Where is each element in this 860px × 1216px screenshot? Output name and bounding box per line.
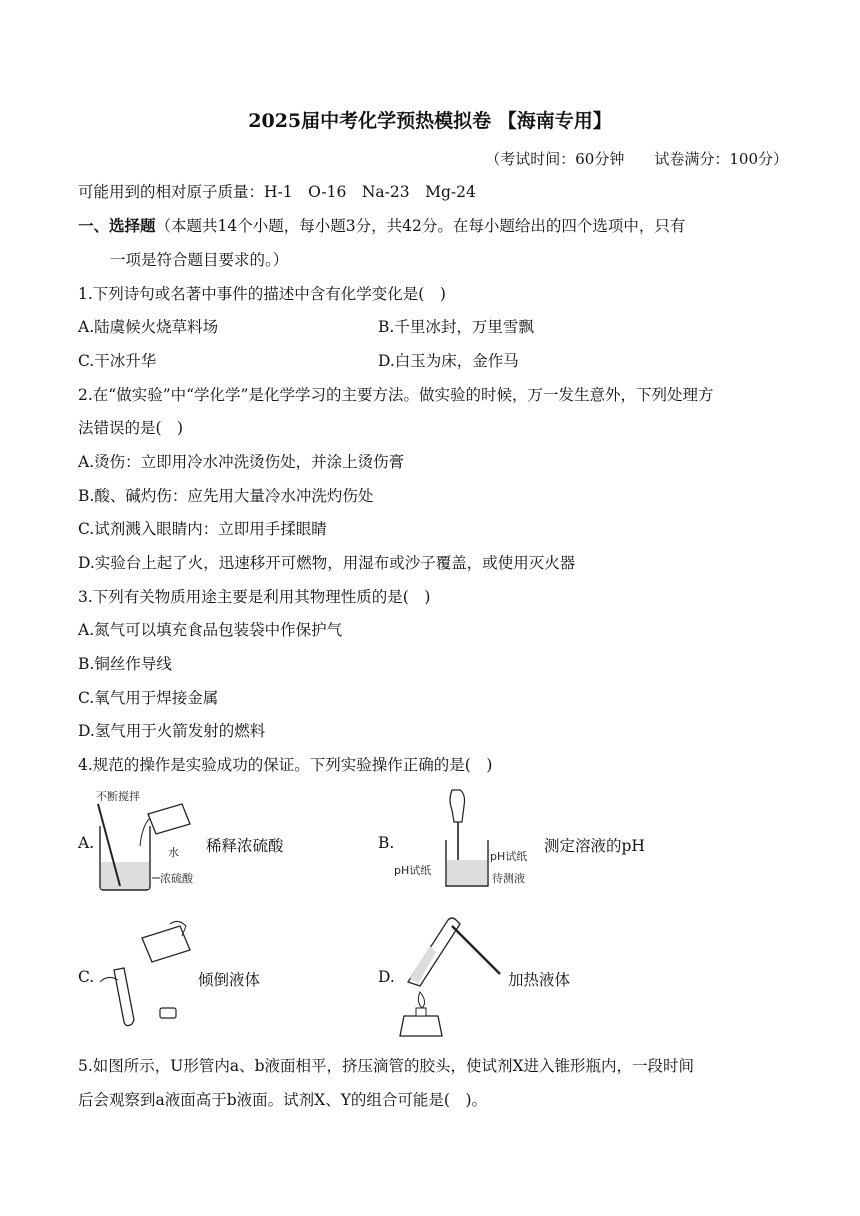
acid-label: 浓硫酸 [160, 872, 193, 885]
lamp-wick [416, 1008, 426, 1016]
flame [418, 992, 424, 1008]
q3-option-a: A.氮气可以填充食品包装袋中作保护气 [78, 621, 343, 639]
q3-option-d: D.氢气用于火箭发射的燃料 [78, 722, 266, 740]
pouring-bottle [142, 926, 190, 962]
atomic-masses: 可能用到的相对原子质量：H-1 O-16 Na-23 Mg-24 [78, 183, 476, 201]
test-tube [114, 968, 134, 1026]
ph-test-figure [392, 786, 542, 896]
ph-paper-right-label: pH试纸 [490, 850, 528, 863]
q1-stem: 1.下列诗句或名著中事件的描述中含有化学变化是( ) [78, 285, 446, 303]
pour-stream [140, 818, 150, 846]
dilution-figure [90, 786, 210, 896]
reagent-bottle [148, 804, 190, 834]
q2-stem: 2.在“做实验”中“学化学”是化学学习的主要方法。做实验的时候，万一发生意外，下列处理方 [78, 386, 714, 404]
section-heading: 一、选择题 [78, 216, 156, 235]
q4-option-c-letter: C. [78, 968, 95, 986]
q2-stem-cont: 法错误的是( ) [78, 419, 184, 437]
water-label: 水 [168, 846, 179, 859]
q2-option-a: A.烫伤：立即用冷水冲洗烫伤处，并涂上烫伤膏 [78, 453, 405, 471]
q4-option-b-label: 测定溶液的pH [544, 837, 645, 855]
test-liquid [447, 860, 487, 885]
q5-stem-cont: 后会观察到a液面高于b液面。试剂X、Y的组合可能是( )。 [78, 1091, 488, 1109]
section-desc-cont: 一项是符合题目要求的。） [110, 251, 289, 269]
section-heading-row [78, 216, 685, 236]
q2-option-d: D.实验台上起了火，迅速移开可燃物，用湿布或沙子覆盖，或使用灭火器 [78, 554, 576, 572]
q2-option-c: C.试剂溅入眼睛内：立即用手揉眼睛 [78, 520, 327, 538]
q3-option-c: C.氧气用于焊接金属 [78, 689, 219, 707]
q4-option-b-letter: B. [378, 834, 395, 852]
q1-option-a: A.陆虞候火烧草料场 [78, 318, 219, 336]
acid-liquid [101, 862, 149, 889]
tube-holder [452, 926, 500, 974]
q1-option-d: D.白玉为床，金作马 [378, 352, 519, 370]
alcohol-lamp [400, 1016, 442, 1036]
section-desc: （本题共14个小题，每小题3分，共42分。在每小题给出的四个选项中，只有 [155, 217, 686, 235]
q3-option-b: B.铜丝作导线 [78, 655, 172, 673]
q3-stem: 3.下列有关物质用途主要是利用其物理性质的是( ) [78, 588, 431, 606]
q4-option-a-letter: A. [78, 834, 95, 852]
q4-option-a-label: 稀释浓硫酸 [206, 837, 284, 855]
q1-option-b: B.千里冰封，万里雪飘 [378, 318, 534, 336]
q4-stem: 4.规范的操作是实验成功的保证。下列实验操作正确的是( ) [78, 756, 493, 774]
q5-stem: 5.如图所示，U形管内a、b液面相平，挤压滴管的胶头，使试剂X进入锥形瓶内，一段时间 [78, 1057, 695, 1075]
liquid-label: 待测液 [492, 872, 525, 885]
pouring-figure [90, 918, 200, 1030]
q4-option-d-label: 加热液体 [508, 971, 571, 989]
ph-paper-left-label: pH试纸 [394, 864, 432, 877]
page-title: 2025届中考化学预热模拟卷 【海南专用】 [248, 110, 612, 132]
heating-figure [390, 912, 510, 1040]
q1-option-c: C.干冰升华 [78, 352, 157, 370]
q2-option-b: B.酸、碱灼伤：应先用大量冷水冲洗灼伤处 [78, 487, 374, 505]
hand [450, 790, 465, 822]
q4-option-c-label: 倾倒液体 [198, 971, 261, 989]
bottle-stopper [160, 1008, 176, 1018]
stir-label: 不断搅拌 [96, 790, 140, 803]
q4-option-d-letter: D. [378, 968, 395, 986]
exam-info: （考试时间：60分钟 试卷满分：100分） [485, 150, 788, 168]
